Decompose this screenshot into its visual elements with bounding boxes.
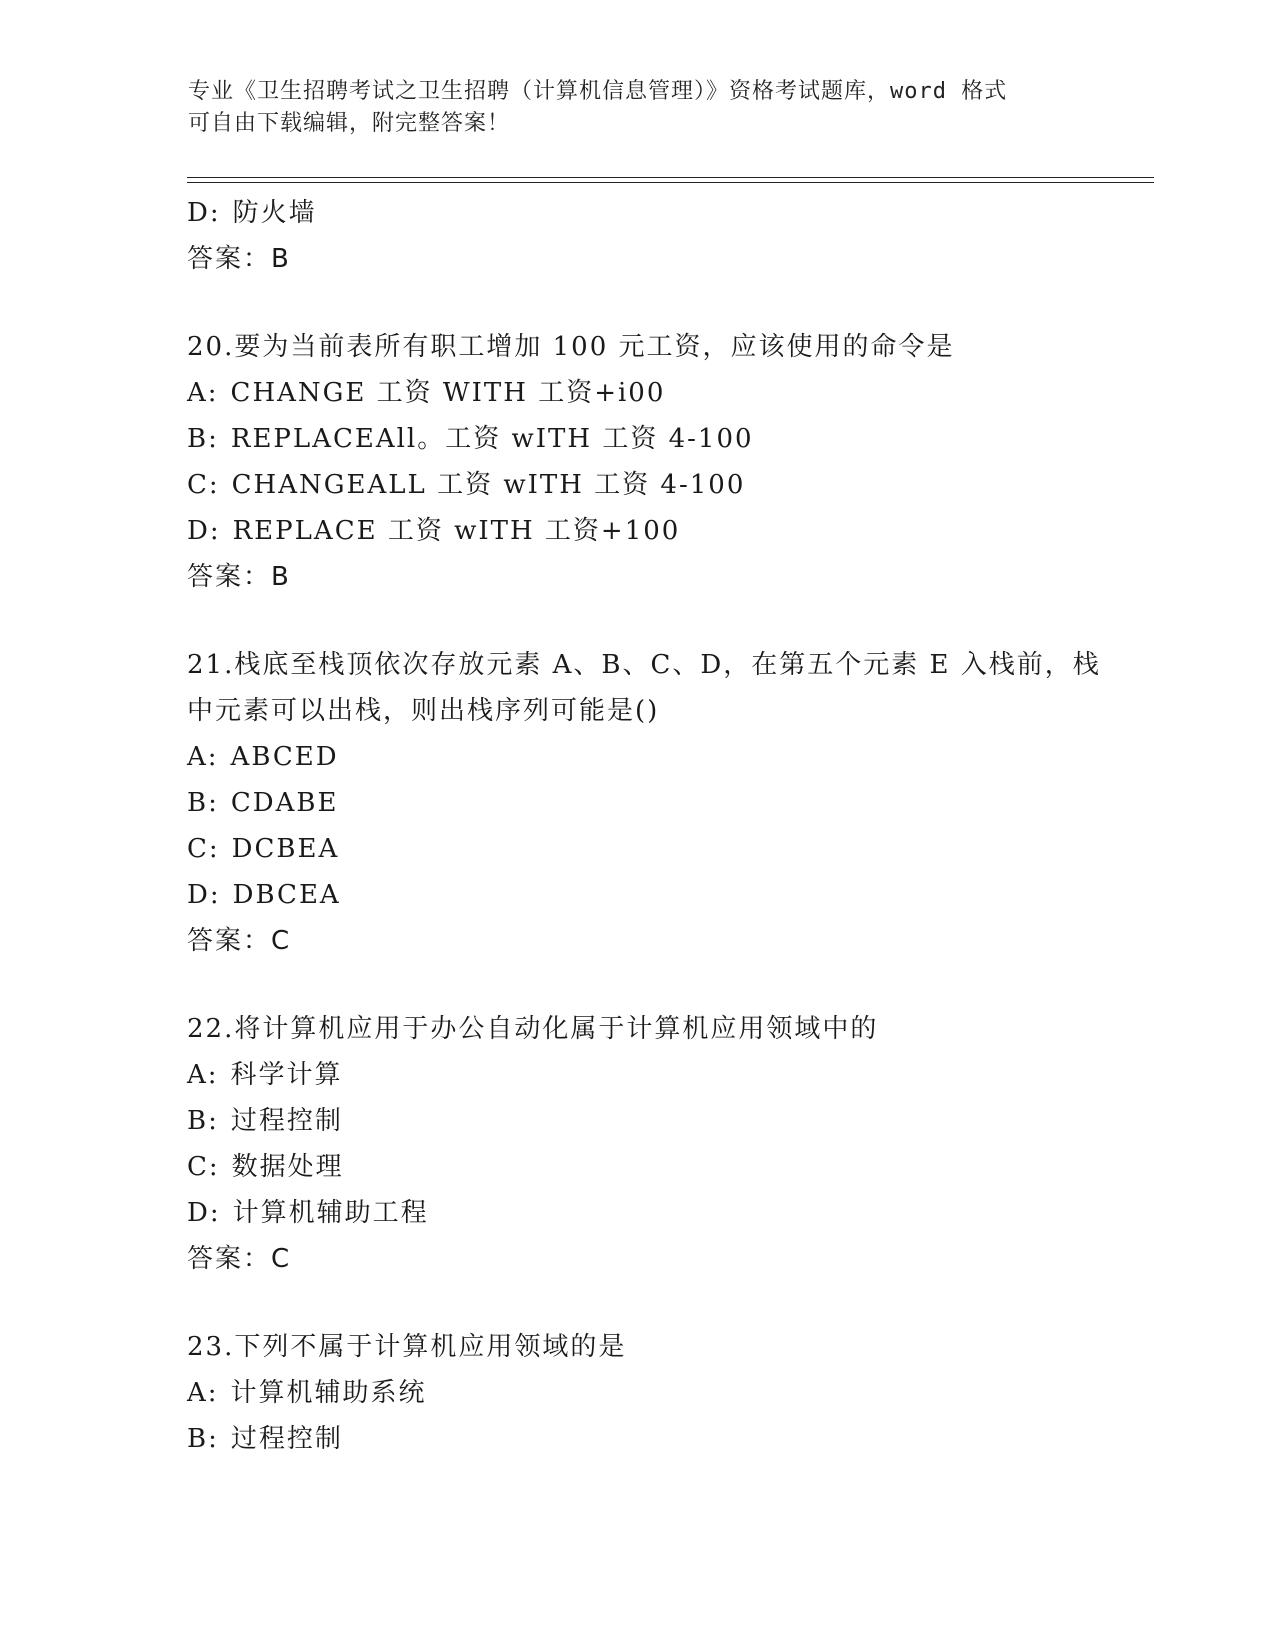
question-text: 23.下列不属于计算机应用领域的是 <box>187 1332 627 1362</box>
option-c <box>187 1144 1107 1190</box>
option-c <box>187 826 1107 872</box>
header-line-2: 可自由下载编辑，附完整答案！ <box>188 111 511 136</box>
option-text: CDABE <box>230 788 339 818</box>
option-d <box>187 1190 1107 1236</box>
option-text: CHANGE 工资 WITH 工资+i00 <box>230 378 666 408</box>
question-text: 20.要为当前表所有职工增加 100 元工资，应该使用的命令是 <box>187 332 955 362</box>
option-a <box>187 1052 1107 1098</box>
header-line-1: 专业《卫生招聘考试之卫生招聘（计算机信息管理）》资格考试题库，word 格式 <box>188 79 1008 104</box>
option-label: D: <box>187 198 221 228</box>
question-20 <box>187 324 1107 600</box>
option-text: DBCEA <box>232 880 341 910</box>
question-23 <box>187 1324 1107 1462</box>
option-text: REPLACE 工资 wITH 工资+100 <box>232 516 681 546</box>
option-d <box>187 872 1107 918</box>
option-a <box>187 1370 1107 1416</box>
document-header <box>188 76 1088 140</box>
option-label: B: <box>187 424 219 454</box>
option-text: DCBEA <box>231 834 340 864</box>
option-a <box>187 370 1107 416</box>
option-text: 计算机辅助工程 <box>232 1198 429 1228</box>
option-label: A: <box>187 742 219 772</box>
question-text-continued: 中元素可以出栈，则出栈序列可能是() <box>187 696 660 726</box>
option-b <box>187 780 1107 826</box>
option-text: 计算机辅助系统 <box>230 1378 427 1408</box>
option-c <box>187 462 1107 508</box>
option-label: B: <box>187 1424 219 1454</box>
answer-line: 答案：C <box>187 926 292 956</box>
option-label: C: <box>187 834 220 864</box>
option-label: A: <box>187 1378 219 1408</box>
option-d <box>187 190 1107 236</box>
option-text: 过程控制 <box>230 1424 343 1454</box>
option-text: 数据处理 <box>231 1152 344 1182</box>
question-22 <box>187 1006 1107 1282</box>
option-d <box>187 508 1107 554</box>
answer-line: 答案：B <box>187 244 291 274</box>
option-a <box>187 734 1107 780</box>
option-b <box>187 1098 1107 1144</box>
option-label: D: <box>187 1198 221 1228</box>
option-text: ABCED <box>230 742 339 772</box>
option-text: CHANGEALL 工资 wITH 工资 4-100 <box>231 470 746 500</box>
header-rule-top <box>187 177 1154 178</box>
option-label: B: <box>187 788 219 818</box>
answer-line: 答案：B <box>187 562 291 592</box>
option-label: B: <box>187 1106 219 1136</box>
option-label: A: <box>187 1060 219 1090</box>
option-label: C: <box>187 1152 220 1182</box>
option-text: 过程控制 <box>230 1106 343 1136</box>
option-label: C: <box>187 470 220 500</box>
question-text: 21.栈底至栈顶依次存放元素 A、B、C、D，在第五个元素 E 入栈前，栈 <box>187 650 1101 680</box>
question-21 <box>187 642 1107 964</box>
option-text: 科学计算 <box>230 1060 343 1090</box>
option-text: REPLACEAll。工资 wITH 工资 4-100 <box>230 424 754 454</box>
option-b <box>187 416 1107 462</box>
option-label: D: <box>187 516 221 546</box>
option-label: D: <box>187 880 221 910</box>
option-text: 防火墙 <box>232 198 317 228</box>
header-rule-bottom <box>187 182 1154 183</box>
question-list <box>187 190 1107 1462</box>
question-text: 22.将计算机应用于办公自动化属于计算机应用领域中的 <box>187 1014 879 1044</box>
option-label: A: <box>187 378 219 408</box>
answer-line: 答案：C <box>187 1244 292 1274</box>
option-b <box>187 1416 1107 1462</box>
